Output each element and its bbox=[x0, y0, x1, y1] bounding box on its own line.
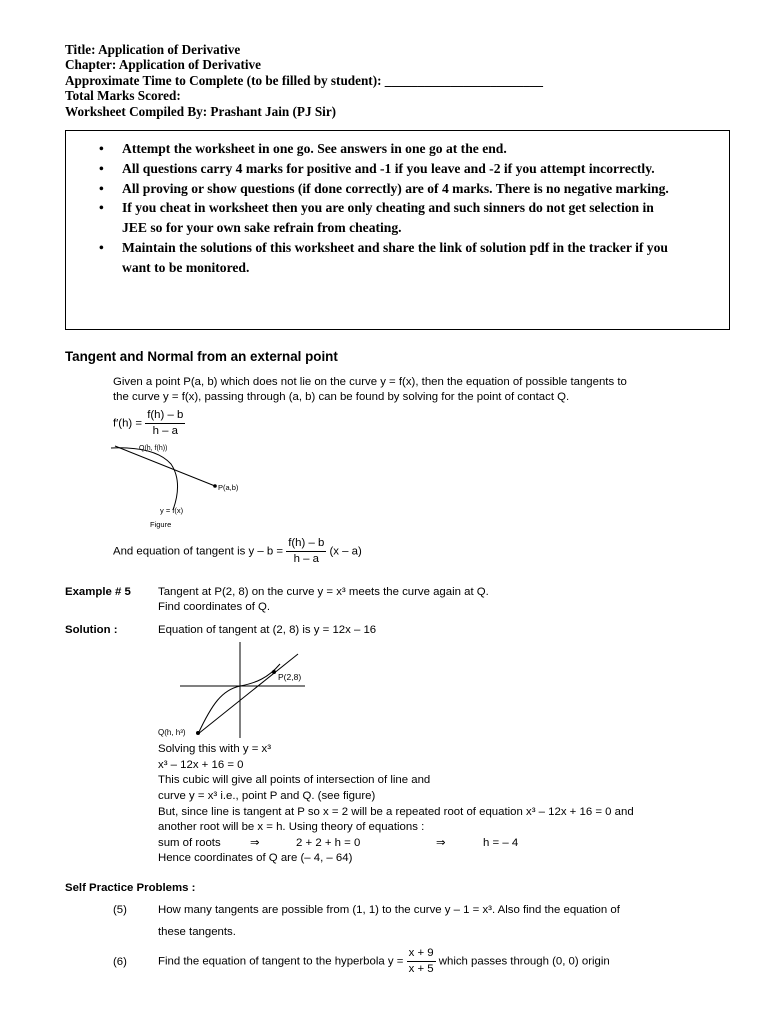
example-line-1: Tangent at P(2, 8) on the curve y = x³ meets the curve again at Q. bbox=[158, 586, 489, 598]
instruction-item bbox=[99, 238, 679, 278]
tangent-line bbox=[115, 446, 215, 486]
curve-label: y = f(x) bbox=[160, 506, 184, 515]
curve-path bbox=[111, 448, 178, 510]
q-point-label: Q(h, f(h)) bbox=[139, 445, 168, 452]
slope-denominator: h – a bbox=[152, 425, 178, 437]
compiled-by-line: Worksheet Compiled By: Prashant Jain (PJ Sir) bbox=[65, 103, 337, 119]
tangent-numerator: f(h) – b bbox=[286, 536, 326, 552]
bullet-icon: • bbox=[99, 160, 104, 176]
problem-5-line-1: How many tangents are possible from (1, 1) to the curve y – 1 = x³. Also find the equation of bbox=[158, 904, 620, 916]
tangent-suffix: (x – a) bbox=[329, 545, 362, 558]
total-marks-line: Total Marks Scored: bbox=[65, 88, 181, 104]
bullet-icon: • bbox=[99, 239, 104, 255]
worksheet-header bbox=[65, 42, 705, 119]
example-line-2: Find coordinates of Q. bbox=[158, 601, 271, 613]
intro-text-line-2: the curve y = f(x), passing through (a, b) can be found by solving for the point of contact Q. bbox=[113, 391, 570, 403]
hyperbola-denominator: x + 5 bbox=[408, 963, 434, 975]
slope-numerator: f(h) – b bbox=[145, 408, 185, 424]
problem-6-text bbox=[158, 946, 610, 977]
instruction-item bbox=[99, 198, 679, 238]
tangent-prefix: And equation of tangent is y – b = bbox=[113, 545, 284, 558]
solution-conclusion: Hence coordinates of Q are (– 4, – 64) bbox=[158, 852, 353, 864]
p-point-label: P(a,b) bbox=[218, 483, 239, 492]
section-heading: Tangent and Normal from an external point bbox=[65, 349, 338, 364]
problem-number: (6) bbox=[113, 956, 127, 968]
problem-6-prefix: Find the equation of tangent to the hyperbola y = bbox=[158, 955, 404, 968]
hyperbola-fraction bbox=[407, 946, 436, 977]
p-point-label: P(2,8) bbox=[278, 672, 302, 682]
figure-caption: Figure bbox=[150, 520, 172, 529]
problem-5-line-2: these tangents. bbox=[158, 926, 236, 938]
instruction-text: Attempt the worksheet in one go. See answers in one go at the end. bbox=[122, 141, 507, 156]
slope-fraction bbox=[145, 408, 185, 439]
tangent-figure bbox=[105, 440, 275, 532]
solution-step: This cubic will give all points of intersection of line and bbox=[158, 774, 431, 786]
instruction-text: If you cheat in worksheet then you are only cheating and such sinners do not get selection in JEE so for your own sake refrain from cheating. bbox=[122, 200, 654, 236]
q-point-label: Q(h, h³) bbox=[158, 728, 186, 737]
example-label: Example # 5 bbox=[65, 586, 131, 598]
solution-step: But, since line is tangent at P so x = 2 will be a repeated root of equation x³ – 12x + 16 = 0 and bbox=[158, 806, 634, 818]
instruction-text: All proving or show questions (if done correctly) are of 4 marks. There is no negative marking. bbox=[122, 180, 669, 196]
bullet-icon: • bbox=[99, 200, 104, 216]
problem-number: (5) bbox=[113, 904, 127, 916]
instruction-text: Maintain the solutions of this worksheet and share the link of solution pdf in the tracker if you want to be monitored. bbox=[122, 239, 668, 275]
practice-heading: Self Practice Problems : bbox=[65, 882, 196, 894]
point-q-marker bbox=[196, 731, 200, 735]
h-value: h = – 4 bbox=[483, 837, 519, 849]
worksheet-chapter: Chapter: Application of Derivative bbox=[65, 57, 261, 73]
time-to-complete-line: Approximate Time to Complete (to be filled by student): ________________________ bbox=[65, 72, 544, 88]
instruction-item bbox=[99, 179, 679, 199]
problem-6-suffix: which passes through (0, 0) origin bbox=[438, 955, 610, 968]
bullet-icon: • bbox=[99, 180, 104, 196]
solution-step: Solving this with y = x³ bbox=[158, 743, 271, 755]
point-p-marker bbox=[213, 484, 217, 488]
slope-lhs: f′(h) = bbox=[113, 417, 143, 430]
hyperbola-numerator: x + 9 bbox=[407, 946, 436, 962]
instruction-item bbox=[99, 139, 679, 159]
sum-of-roots-label: sum of roots bbox=[158, 837, 221, 849]
tangent-fraction bbox=[286, 536, 326, 567]
bullet-icon: • bbox=[99, 141, 104, 156]
solution-step: x³ – 12x + 16 = 0 bbox=[158, 759, 244, 771]
worksheet-title: Title: Application of Derivative bbox=[65, 42, 241, 57]
solution-label: Solution : bbox=[65, 624, 118, 636]
instructions-box bbox=[65, 130, 730, 330]
point-p-marker bbox=[272, 670, 276, 674]
implies-icon: ⇒ bbox=[250, 837, 260, 849]
cubic-tangent-figure bbox=[150, 638, 320, 740]
tangent-line bbox=[198, 654, 298, 734]
solution-step: another root will be x = h. Using theory of equations : bbox=[158, 821, 425, 833]
sum-equation: 2 + 2 + h = 0 bbox=[296, 837, 361, 849]
implies-icon: ⇒ bbox=[436, 837, 446, 849]
solution-line-1: Equation of tangent at (2, 8) is y = 12x – 16 bbox=[158, 624, 377, 636]
tangent-equation bbox=[113, 536, 362, 567]
intro-text-line-1: Given a point P(a, b) which does not lie on the curve y = f(x), then the equation of possible tangents to bbox=[113, 376, 627, 388]
tangent-denominator: h – a bbox=[293, 553, 319, 565]
solution-step: curve y = x³ i.e., point P and Q. (see figure) bbox=[158, 790, 376, 802]
instruction-text: All questions carry 4 marks for positive and -1 if you leave and -2 if you attempt incorrectly. bbox=[122, 160, 655, 176]
cubic-curve bbox=[198, 664, 280, 734]
slope-formula bbox=[113, 408, 185, 439]
instruction-item bbox=[99, 159, 679, 179]
instructions-list bbox=[99, 139, 679, 278]
